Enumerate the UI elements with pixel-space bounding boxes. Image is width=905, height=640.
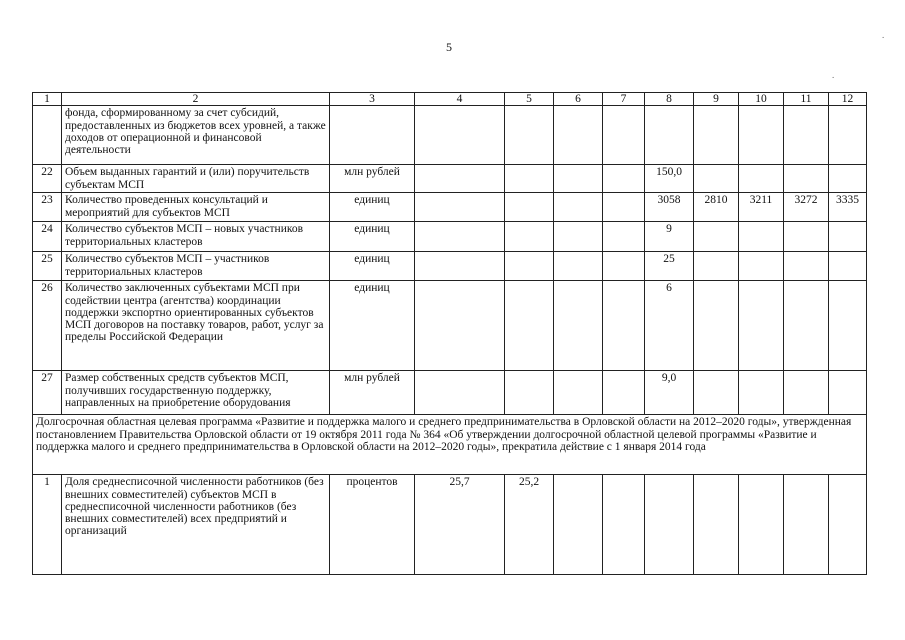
value-cell — [694, 371, 739, 415]
value-cell — [415, 222, 505, 252]
value-cell — [784, 475, 829, 575]
value-cell: 25,7 — [415, 475, 505, 575]
unit-cell: единиц — [330, 281, 415, 371]
value-cell — [603, 106, 645, 165]
value-cell — [829, 106, 867, 165]
value-cell — [694, 222, 739, 252]
header-cell: 5 — [505, 93, 554, 106]
value-cell: 2810 — [694, 193, 739, 222]
value-cell: 3058 — [645, 193, 694, 222]
value-cell: 3272 — [784, 193, 829, 222]
value-cell — [829, 281, 867, 371]
row-number-cell: 26 — [33, 281, 62, 371]
value-cell — [603, 165, 645, 193]
value-cell — [554, 475, 603, 575]
value-cell — [694, 106, 739, 165]
value-cell — [784, 222, 829, 252]
value-cell — [739, 371, 784, 415]
value-cell — [784, 252, 829, 281]
value-cell: 9 — [645, 222, 694, 252]
value-cell — [694, 252, 739, 281]
table-row — [33, 222, 867, 252]
unit-cell — [330, 106, 415, 165]
value-cell — [415, 281, 505, 371]
value-cell — [505, 252, 554, 281]
header-cell: 2 — [62, 93, 330, 106]
value-cell — [554, 165, 603, 193]
value-cell — [505, 371, 554, 415]
value-cell — [603, 222, 645, 252]
indicator-name-cell: Размер собственных средств субъектов МСП, получивших государственную поддержку, направленных на приобретение оборудования — [62, 371, 330, 415]
value-cell — [505, 106, 554, 165]
unit-cell: единиц — [330, 193, 415, 222]
value-cell — [505, 222, 554, 252]
value-cell: 25,2 — [505, 475, 554, 575]
indicator-name-cell: Количество субъектов МСП – новых участников территориальных кластеров — [62, 222, 330, 252]
row-number-cell: 25 — [33, 252, 62, 281]
indicators-table — [32, 92, 867, 575]
value-cell — [505, 165, 554, 193]
value-cell: 6 — [645, 281, 694, 371]
header-row — [33, 93, 867, 106]
row-number-cell: 27 — [33, 371, 62, 415]
value-cell — [645, 106, 694, 165]
indicator-name-cell: Доля среднесписочной численности работников (без внешних совместителей) субъектов МСП в среднесписочной численности работников (без внешних совместителей) всех предприятий и организаций — [62, 475, 330, 575]
header-cell: 12 — [829, 93, 867, 106]
row-number-cell — [33, 106, 62, 165]
header-cell: 10 — [739, 93, 784, 106]
unit-cell: млн рублей — [330, 371, 415, 415]
value-cell — [554, 106, 603, 165]
value-cell: 3335 — [829, 193, 867, 222]
row-number-cell: 1 — [33, 475, 62, 575]
value-cell — [694, 165, 739, 193]
value-cell — [603, 475, 645, 575]
header-cell: 7 — [603, 93, 645, 106]
table-row — [33, 371, 867, 415]
unit-cell: процентов — [330, 475, 415, 575]
value-cell — [415, 165, 505, 193]
value-cell — [415, 252, 505, 281]
value-cell — [603, 371, 645, 415]
value-cell — [505, 193, 554, 222]
value-cell — [645, 475, 694, 575]
row-number-cell: 22 — [33, 165, 62, 193]
value-cell — [694, 475, 739, 575]
unit-cell: единиц — [330, 222, 415, 252]
header-cell: 6 — [554, 93, 603, 106]
value-cell — [784, 371, 829, 415]
table-row — [33, 252, 867, 281]
value-cell — [415, 371, 505, 415]
value-cell: 3211 — [739, 193, 784, 222]
table-row — [33, 475, 867, 575]
value-cell — [784, 106, 829, 165]
header-cell: 8 — [645, 93, 694, 106]
value-cell: 150,0 — [645, 165, 694, 193]
header-cell: 11 — [784, 93, 829, 106]
indicator-name-cell: Объем выданных гарантий и (или) поручительств субъектам МСП — [62, 165, 330, 193]
page-number: 5 — [446, 40, 452, 54]
value-cell — [784, 165, 829, 193]
value-cell — [829, 165, 867, 193]
value-cell — [554, 193, 603, 222]
indicator-name-cell: фонда, сформированному за счет субсидий, предоставленных из бюджетов всех уровней, а также доходов от операционной и финансовой деятельности — [62, 106, 330, 165]
indicator-name-cell: Количество проведенных консультаций и мероприятий для субъектов МСП — [62, 193, 330, 222]
value-cell — [415, 106, 505, 165]
table-row — [33, 281, 867, 371]
value-cell — [603, 193, 645, 222]
program-note-row — [33, 415, 867, 475]
value-cell — [505, 281, 554, 371]
value-cell — [829, 252, 867, 281]
value-cell — [739, 222, 784, 252]
value-cell — [603, 281, 645, 371]
value-cell — [694, 281, 739, 371]
value-cell — [829, 371, 867, 415]
value-cell: 25 — [645, 252, 694, 281]
row-number-cell: 23 — [33, 193, 62, 222]
value-cell — [554, 222, 603, 252]
indicator-name-cell: Количество заключенных субъектами МСП при содействии центра (агентства) координации поддержки экспортно ориентированных субъектов МСП договоров на поставку товаров, работ, услуг за пределы Российской Федерации — [62, 281, 330, 371]
header-cell: 1 — [33, 93, 62, 106]
table-row — [33, 193, 867, 222]
header-cell: 9 — [694, 93, 739, 106]
scan-mark: . — [882, 30, 885, 40]
value-cell — [603, 252, 645, 281]
value-cell: 9,0 — [645, 371, 694, 415]
value-cell — [554, 371, 603, 415]
indicator-name-cell: Количество субъектов МСП – участников территориальных кластеров — [62, 252, 330, 281]
value-cell — [554, 281, 603, 371]
value-cell — [739, 252, 784, 281]
table-row — [33, 165, 867, 193]
program-note-text: Долгосрочная областная целевая программа «Развитие и поддержка малого и среднего предпринимательства в Орловской области на 2012–2020 годы», утвержденная постановлением Правительства Орловской области от 19 октября 2011 года № 364 «Об утверждении долгосрочной областной целевой программы «Развитие и поддержка малого и среднего предпринимательства в Орловской области на 2012–2020 годы», прекратила действие с 1 января 2014 года — [33, 415, 867, 475]
value-cell — [415, 193, 505, 222]
scan-mark: . — [832, 70, 835, 80]
row-number-cell: 24 — [33, 222, 62, 252]
header-cell: 4 — [415, 93, 505, 106]
table-row — [33, 106, 867, 165]
unit-cell: единиц — [330, 252, 415, 281]
unit-cell: млн рублей — [330, 165, 415, 193]
value-cell — [829, 222, 867, 252]
value-cell — [739, 281, 784, 371]
value-cell — [739, 165, 784, 193]
value-cell — [739, 106, 784, 165]
value-cell — [554, 252, 603, 281]
header-cell: 3 — [330, 93, 415, 106]
value-cell — [739, 475, 784, 575]
value-cell — [784, 281, 829, 371]
value-cell — [829, 475, 867, 575]
